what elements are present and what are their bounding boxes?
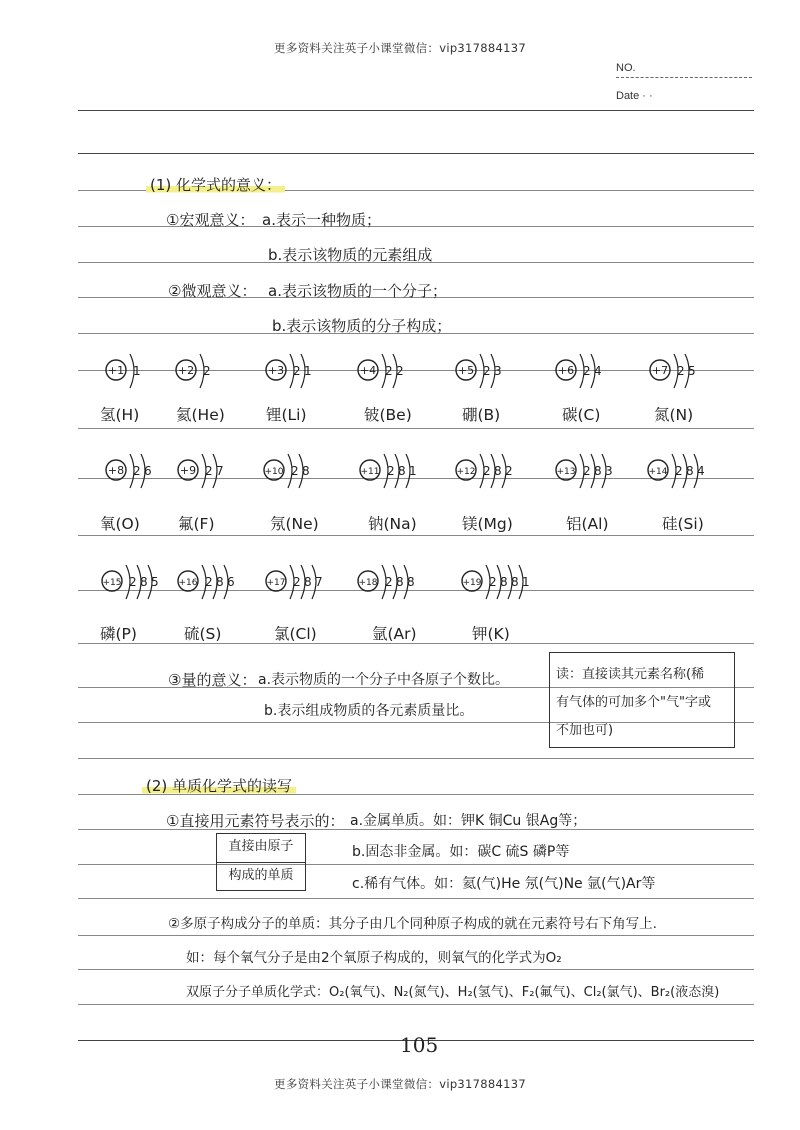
electron-count: 1 (522, 575, 530, 589)
electron-count: 8 (216, 575, 224, 589)
element-name: 碳(C) (562, 406, 601, 424)
section1-title-text: (1) 化学式的意义： (146, 176, 285, 194)
electron-count: 2 (483, 364, 491, 378)
electron-count: 8 (140, 575, 148, 589)
electron-count: 8 (686, 464, 694, 478)
macro-b: b.表示该物质的元素组成 (268, 246, 433, 264)
direct-b: b.固态非金属。如：碳C 硫S 磷P等 (352, 844, 570, 860)
electron-count: 7 (315, 575, 323, 589)
note-line-1: 读：直接读其元素名称(稀 (556, 667, 705, 682)
atom-diagram (262, 452, 362, 502)
section2-title-text: (2) 单质化学式的读写 (142, 777, 296, 795)
atom-diagram (554, 352, 654, 402)
electron-count: 8 (407, 575, 415, 589)
electron-count: 3 (494, 364, 502, 378)
electron-count: 2 (385, 364, 393, 378)
quantity-a: a.表示物质的一个分子中各原子个数比。 (258, 672, 510, 688)
electron-count: 8 (398, 464, 406, 478)
electron-count: 2 (505, 464, 513, 478)
no-label: NO. (616, 62, 636, 74)
note-line-2: 有气体的可加多个"气"字或 (556, 695, 711, 710)
electron-count: 8 (302, 464, 310, 478)
reading-note-box (549, 652, 735, 748)
element-name: 氖(Ne) (270, 515, 319, 533)
electron-count: 2 (291, 464, 299, 478)
electron-count: 8 (304, 575, 312, 589)
micro-b: b.表示该物质的分子构成； (272, 317, 452, 335)
nucleus-charge: +4 (359, 364, 377, 377)
element-name: 铝(Al) (566, 515, 609, 533)
atom-diagram (264, 352, 364, 402)
electron-count: 1 (409, 464, 417, 478)
electron-count: 2 (205, 575, 213, 589)
atom-diagram-svg (264, 352, 364, 402)
watermark-top: 更多资料关注英子小课堂微信：vip317884137 (274, 41, 526, 55)
electron-count: 2 (675, 464, 683, 478)
atom-diagram (646, 452, 746, 502)
box-line-2: 构成的单质 (217, 862, 305, 891)
atom-diagram-svg (454, 352, 554, 402)
electron-count: 8 (396, 575, 404, 589)
direct-c: c.稀有气体。如：氦(气)He 氖(气)Ne 氩(气)Ar等 (352, 876, 656, 892)
section1-title (146, 174, 285, 195)
electron-count: 1 (304, 364, 312, 378)
atom-diagram-svg (358, 452, 458, 502)
no-dash-line (616, 77, 752, 78)
atom-diagram-svg (554, 452, 654, 502)
nucleus-charge: +8 (107, 464, 125, 477)
atom-diagram-svg (460, 563, 560, 613)
electron-count: 2 (293, 364, 301, 378)
electron-count: 8 (594, 464, 602, 478)
atom-diagram (648, 352, 748, 402)
electron-count: 6 (144, 464, 152, 478)
atom-single-substance-box (216, 833, 306, 891)
element-name: 钾(K) (472, 625, 510, 643)
nucleus-charge: +12 (456, 467, 476, 477)
electron-count: 2 (387, 464, 395, 478)
watermark-bottom: 更多资料关注英子小课堂微信：vip317884137 (274, 1077, 526, 1091)
element-name: 铍(Be) (364, 406, 412, 424)
multi-atom-rule: ②多原子构成分子的单质：其分子由几个同种原子构成的就在元素符号右下角写上. (168, 916, 657, 932)
macro-a: a.表示一种物质； (262, 211, 381, 229)
element-name: 氟(F) (178, 515, 215, 533)
oxygen-example: 如：每个氧气分子是由2个氧原子构成的，则氧气的化学式为O₂ (186, 950, 562, 966)
element-name: 硫(S) (184, 625, 222, 643)
nucleus-charge: +19 (462, 578, 482, 588)
atom-diagram (356, 563, 456, 613)
atom-diagram-svg (356, 563, 456, 613)
nucleus-charge: +16 (178, 578, 198, 588)
electron-count: 2 (677, 364, 685, 378)
nucleus-charge: +7 (651, 364, 669, 377)
atom-diagram (264, 563, 364, 613)
atom-diagram-svg (174, 352, 274, 402)
atom-diagram-svg (264, 563, 364, 613)
atom-diagram (174, 352, 274, 402)
atom-diagram (176, 563, 276, 613)
atom-diagram-svg (262, 452, 362, 502)
electron-count: 3 (605, 464, 613, 478)
electron-count: 7 (216, 464, 224, 478)
atom-diagram (454, 452, 554, 502)
nucleus-charge: +6 (557, 364, 575, 377)
direct-label: ①直接用元素符号表示的： (166, 812, 345, 830)
element-name: 镁(Mg) (462, 515, 513, 533)
electron-count: 2 (483, 464, 491, 478)
electron-count: 2 (583, 364, 591, 378)
atom-diagram (176, 452, 276, 502)
element-name: 钠(Na) (368, 515, 417, 533)
electron-count: 2 (396, 364, 404, 378)
element-name: 硅(Si) (662, 515, 704, 533)
electron-count: 4 (697, 464, 705, 478)
atom-diagram-svg (176, 452, 276, 502)
electron-count: 1 (133, 364, 141, 378)
box-line-1: 直接由原子 (228, 839, 294, 854)
quantity-label: ③量的意义： (168, 671, 257, 689)
nucleus-charge: +13 (556, 467, 576, 477)
atom-diagram-svg (176, 563, 276, 613)
electron-count: 5 (151, 575, 159, 589)
atom-diagram (356, 352, 456, 402)
atom-diagram-svg (554, 352, 654, 402)
section2-title (142, 775, 296, 796)
element-name: 氩(Ar) (372, 625, 417, 643)
nucleus-charge: +15 (102, 578, 122, 588)
element-name: 锂(Li) (266, 406, 307, 424)
nucleus-charge: +2 (177, 364, 195, 377)
nucleus-charge: +9 (179, 464, 197, 477)
nucleus-charge: +10 (264, 467, 284, 477)
nucleus-charge: +1 (107, 364, 125, 377)
element-name: 磷(P) (100, 625, 137, 643)
electron-count: 2 (489, 575, 497, 589)
atom-diagram-svg (356, 352, 456, 402)
atom-diagram (460, 563, 560, 613)
electron-count: 2 (385, 575, 393, 589)
electron-count: 8 (494, 464, 502, 478)
electron-count: 5 (688, 364, 696, 378)
electron-count: 2 (205, 464, 213, 478)
electron-count: 4 (594, 364, 602, 378)
atom-diagram (554, 452, 654, 502)
page-number: 105 (400, 1033, 439, 1057)
nucleus-charge: +17 (266, 578, 286, 588)
element-name: 氯(Cl) (274, 625, 317, 643)
electron-count: 2 (203, 364, 211, 378)
quantity-b: b.表示组成物质的各元素质量比。 (264, 703, 474, 719)
nucleus-charge: +5 (457, 364, 475, 377)
electron-count: 8 (511, 575, 519, 589)
date-label: Date · · (616, 90, 653, 102)
electron-count: 2 (583, 464, 591, 478)
electron-count: 2 (293, 575, 301, 589)
atom-diagram-svg (454, 452, 554, 502)
electron-count: 2 (133, 464, 141, 478)
electron-count: 2 (129, 575, 137, 589)
element-name: 氧(O) (100, 515, 140, 533)
atom-diagram (358, 452, 458, 502)
micro-a: a.表示该物质的一个分子； (268, 282, 447, 300)
nucleus-charge: +14 (648, 467, 668, 477)
element-name: 硼(B) (462, 406, 501, 424)
atom-diagram (454, 352, 554, 402)
element-name: 氦(He) (176, 406, 225, 424)
diatomic-list: 双原子分子单质化学式：O₂(氧气)、N₂(氮气)、H₂(氢气)、F₂(氟气)、Cl₂(氯气)、Br₂(液态溴) (186, 985, 720, 1000)
nucleus-charge: +18 (358, 578, 378, 588)
direct-a: a.金属单质。如：钾K 铜Cu 银Ag等； (350, 813, 587, 829)
atom-diagram-svg (646, 452, 746, 502)
electron-count: 6 (227, 575, 235, 589)
nucleus-charge: +11 (360, 467, 380, 477)
note-line-3: 不加也可) (556, 723, 614, 738)
micro-label: ②微观意义： (168, 282, 257, 300)
element-name: 氮(N) (654, 406, 694, 424)
macro-label: ①宏观意义： (166, 211, 255, 229)
element-name: 氢(H) (100, 406, 140, 424)
nucleus-charge: +3 (267, 364, 285, 377)
atom-diagram-svg (648, 352, 748, 402)
electron-count: 8 (500, 575, 508, 589)
